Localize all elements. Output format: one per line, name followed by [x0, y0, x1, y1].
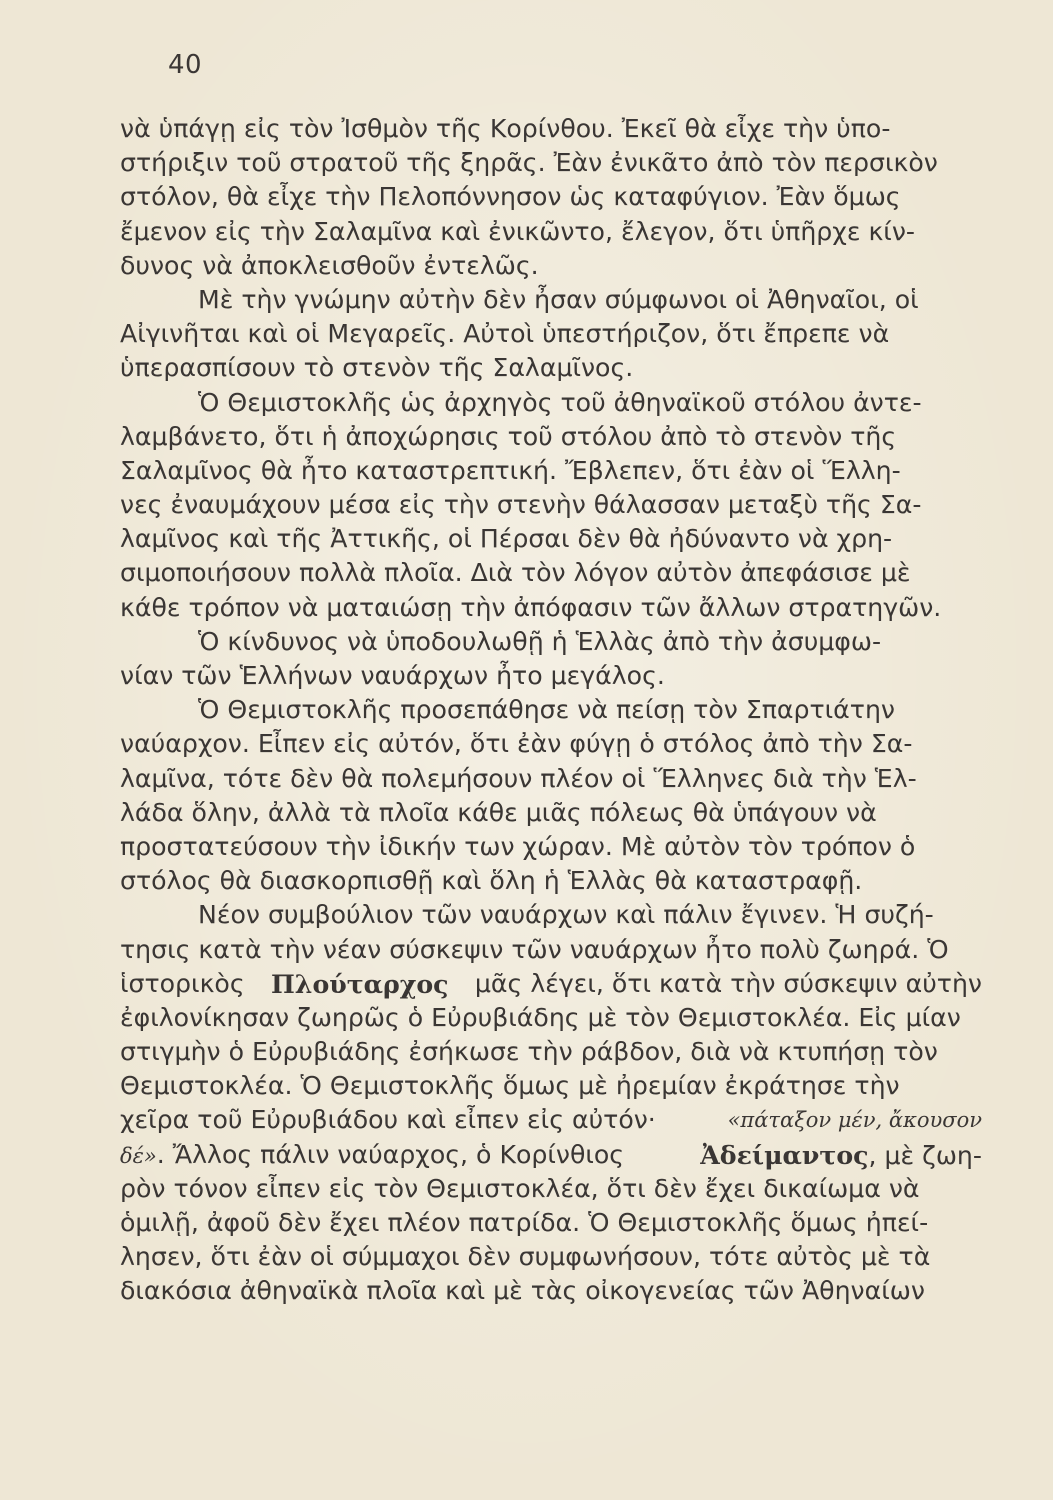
text-line: ἐφιλονίκησαν ζωηρῶς ὁ Εὐρυβιάδης μὲ τὸν Θεμιστοκλέα. Εἰς μίαν — [120, 1002, 961, 1032]
text-line: ναύαρχον. Εἶπεν εἰς αὐτόν, ὅτι ἐὰν φύγῃ ὁ στόλος ἀπὸ τὴν Σα- — [120, 729, 913, 759]
text-line: νες ἐναυμάχουν μέσα εἰς τὴν στενὴν θάλασσαν μεταξὺ τῆς Σα- — [120, 490, 922, 520]
text-line: σιμοποιήσουν πολλὰ πλοῖα. Διὰ τὸν λόγον αὐτὸν ἀπεφάσισε μὲ — [120, 558, 911, 588]
text-line: λαμβάνετο, ὅτι ἡ ἀποχώρησις τοῦ στόλου ἀπὸ τὸ στενὸν τῆς — [120, 421, 897, 451]
text-line: Νέον συμβούλιον τῶν ναυάρχων καὶ πάλιν ἔγινεν. Ἡ συζή- — [198, 900, 934, 930]
text-line: ὑπερασπίσουν τὸ στενὸν τῆς Σαλαμῖνος. — [120, 353, 634, 383]
text-line: λαμῖνος καὶ τῆς Ἀττικῆς, οἱ Πέρσαι δὲν θὰ ἠδύναντο νὰ χρη- — [120, 524, 893, 554]
text-line: δέ». Ἄλλος πάλιν ναύαρχος, ὁ Κορίνθιος Ἀδείμαντος, μὲ ζωη- — [120, 1139, 982, 1170]
text-line: κάθε τρόπον νὰ ματαιώσῃ τὴν ἀπόφασιν τῶν ἄλλων στρατηγῶν. — [120, 592, 942, 622]
body-text — [120, 112, 982, 1309]
text-line: λαμῖνα, τότε δὲν θὰ πολεμήσουν πλέον οἱ Ἕλληνες διὰ τὴν Ἑλ- — [120, 763, 917, 793]
text-line: χεῖρα τοῦ Εὐρυβιάδου καὶ εἶπεν εἰς αὐτόν· «πάταξον μέν, ἄκουσον — [120, 1103, 982, 1137]
text-line: Σαλαμῖνος θὰ ἦτο καταστρεπτική. Ἔβλεπεν, ὅτι ἐὰν οἱ Ἕλλη- — [120, 455, 901, 485]
text-line: διακόσια ἀθηναϊκὰ πλοῖα καὶ μὲ τὰς οἰκογενείας τῶν Ἀθηναίων — [120, 1276, 925, 1306]
text-line: Ὁ Θεμιστοκλῆς προσεπάθησε νὰ πείσῃ τὸν Σπαρτιάτην — [198, 695, 895, 725]
text-line: νίαν τῶν Ἑλλήνων ναυάρχων ἦτο μεγάλος. — [120, 661, 665, 690]
text-line: στόλον, θὰ εἶχε τὴν Πελοπόννησον ὡς καταφύγιον. Ἐὰν ὅμως — [120, 182, 901, 212]
name-adeimantos: Ἀδείμαντος — [700, 1139, 869, 1170]
text-line: προστατεύσουν τὴν ἰδικήν των χώραν. Μὲ αὐτὸν τὸν τρόπον ὁ — [120, 831, 916, 861]
text-line: Αἰγινῆται καὶ οἱ Μεγαρεῖς. Αὐτοὶ ὑπεστήριζον, ὅτι ἔπρεπε νὰ — [120, 319, 890, 349]
text-line: ἱστορικὸς Πλούταρχος μᾶς λέγει, ὅτι κατὰ τὴν σύσκεψιν αὐτὴν — [120, 967, 982, 1001]
text-line: Ὁ κίνδυνος νὰ ὑποδουλωθῇ ἡ Ἑλλὰς ἀπὸ τὴν ἀσυμφω- — [198, 626, 882, 656]
text-line: Μὲ τὴν γνώμην αὐτὴν δὲν ἦσαν σύμφωνοι οἱ Ἀθηναῖοι, οἱ — [198, 284, 919, 314]
text-line: Ὁ Θεμιστοκλῆς ὡς ἀρχηγὸς τοῦ ἀθηναϊκοῦ στόλου ἀντε- — [198, 387, 922, 417]
name-plutarch: Πλούταρχος — [271, 968, 449, 999]
text-line: νὰ ὑπάγῃ εἰς τὸν Ἰσθμὸν τῆς Κορίνθου. Ἐκεῖ θὰ εἶχε τὴν ὑπο- — [120, 114, 891, 143]
text-line: δυνος νὰ ἀποκλεισθοῦν ἐντελῶς. — [120, 250, 539, 280]
text-line: στήριξιν τοῦ στρατοῦ τῆς ξηρᾶς. Ἐὰν ἐνικᾶτο ἀπὸ τὸν περσικὸν — [120, 148, 938, 178]
text-line: στιγμὴν ὁ Εὐρυβιάδης ἐσήκωσε τὴν ράβδον, διὰ νὰ κτυπήσῃ τὸν — [120, 1037, 938, 1067]
page-number: 40 — [168, 50, 203, 80]
text-line: στόλος θὰ διασκορπισθῇ καὶ ὅλη ἡ Ἑλλὰς θὰ καταστραφῇ. — [120, 866, 863, 896]
text-line: λησεν, ὅτι ἐὰν οἱ σύμμαχοι δὲν συμφωνήσουν, τότε αὐτὸς μὲ τὰ — [120, 1242, 931, 1272]
text-line: λάδα ὅλην, ἀλλὰ τὰ πλοῖα κάθε μιᾶς πόλεως θὰ ὑπάγουν νὰ — [120, 797, 877, 827]
quote-part-2: δέ» — [120, 1143, 157, 1168]
quote-part-1: «πάταξον μέν, ἄκουσον — [727, 1108, 982, 1133]
text-line: ἔμενον εἰς τὴν Σαλαμῖνα καὶ ἐνικῶντο, ἔλεγον, ὅτι ὑπῆρχε κίν- — [120, 216, 915, 246]
text-line: ὁμιλῇ, ἀφοῦ δὲν ἔχει πλέον πατρίδα. Ὁ Θεμιστοκλῆς ὅμως ἠπεί- — [120, 1208, 929, 1237]
text-line: τησις κατὰ τὴν νέαν σύσκεψιν τῶν ναυάρχων ἦτο πολὺ ζωηρά. Ὁ — [120, 934, 949, 964]
text-line: ρὸν τόνον εἶπεν εἰς τὸν Θεμιστοκλέα, ὅτι δὲν ἔχει δικαίωμα νὰ — [120, 1173, 920, 1203]
text-line: Θεμιστοκλέα. Ὁ Θεμιστοκλῆς ὅμως μὲ ἠρεμίαν ἐκράτησε τὴν — [120, 1071, 900, 1101]
